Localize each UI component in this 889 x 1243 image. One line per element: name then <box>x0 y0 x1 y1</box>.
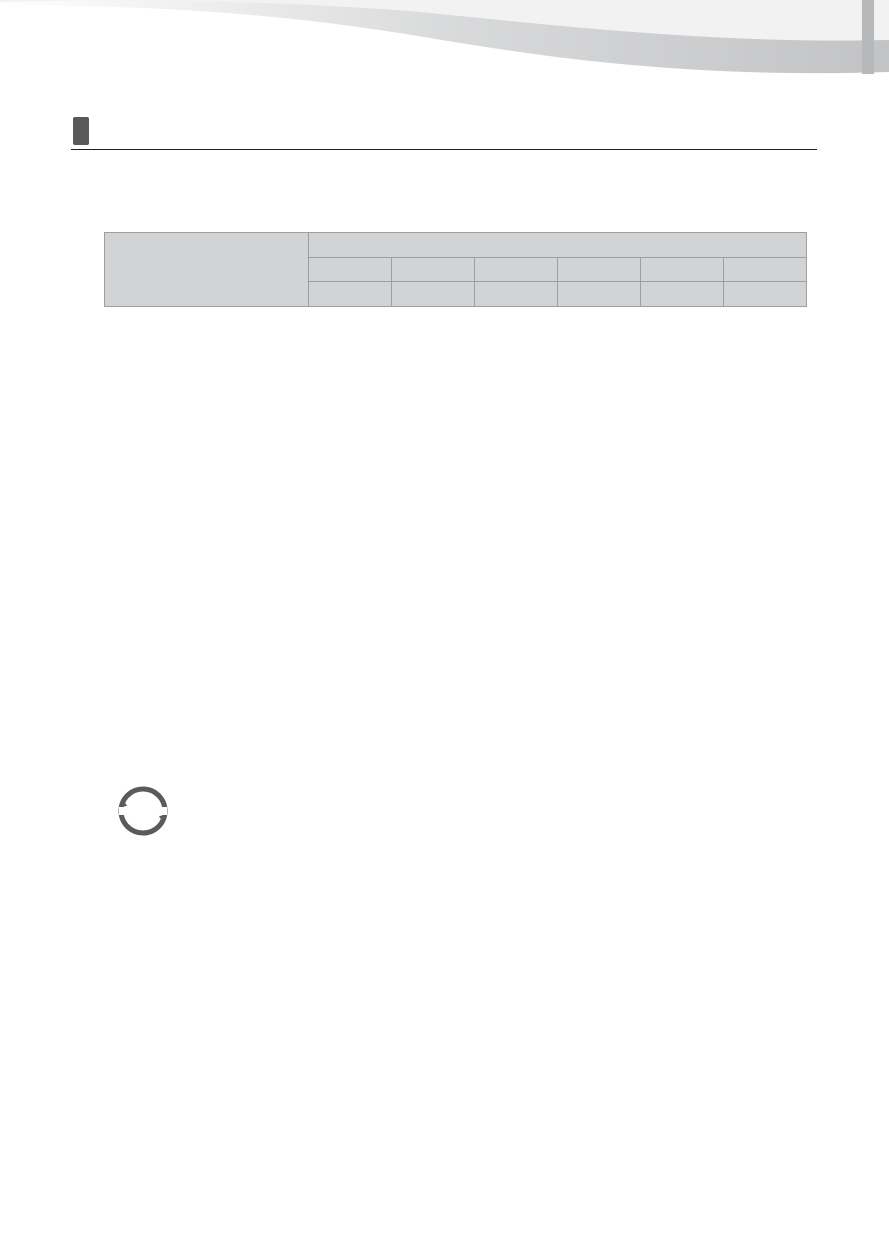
substance-name-cell <box>641 257 724 282</box>
substance-name-cell <box>392 257 475 282</box>
substance-group-header <box>309 233 807 258</box>
part-name-header <box>105 233 309 307</box>
substance-symbol-cell <box>392 282 475 307</box>
substance-symbol-cell <box>724 282 807 307</box>
substance-name-cell <box>475 257 558 282</box>
substance-symbol-cell <box>558 282 641 307</box>
header-swoosh-graphic <box>0 0 889 80</box>
substance-table <box>104 232 807 307</box>
substance-name-cell <box>724 257 807 282</box>
substance-symbol-cell <box>475 282 558 307</box>
substance-name-cell <box>309 257 392 282</box>
substance-symbol-cell <box>309 282 392 307</box>
section-divider <box>71 149 817 150</box>
pollution-control-logo <box>117 785 169 837</box>
substance-symbol-cell <box>641 282 724 307</box>
substance-name-cell <box>558 257 641 282</box>
section-tag <box>73 117 89 145</box>
